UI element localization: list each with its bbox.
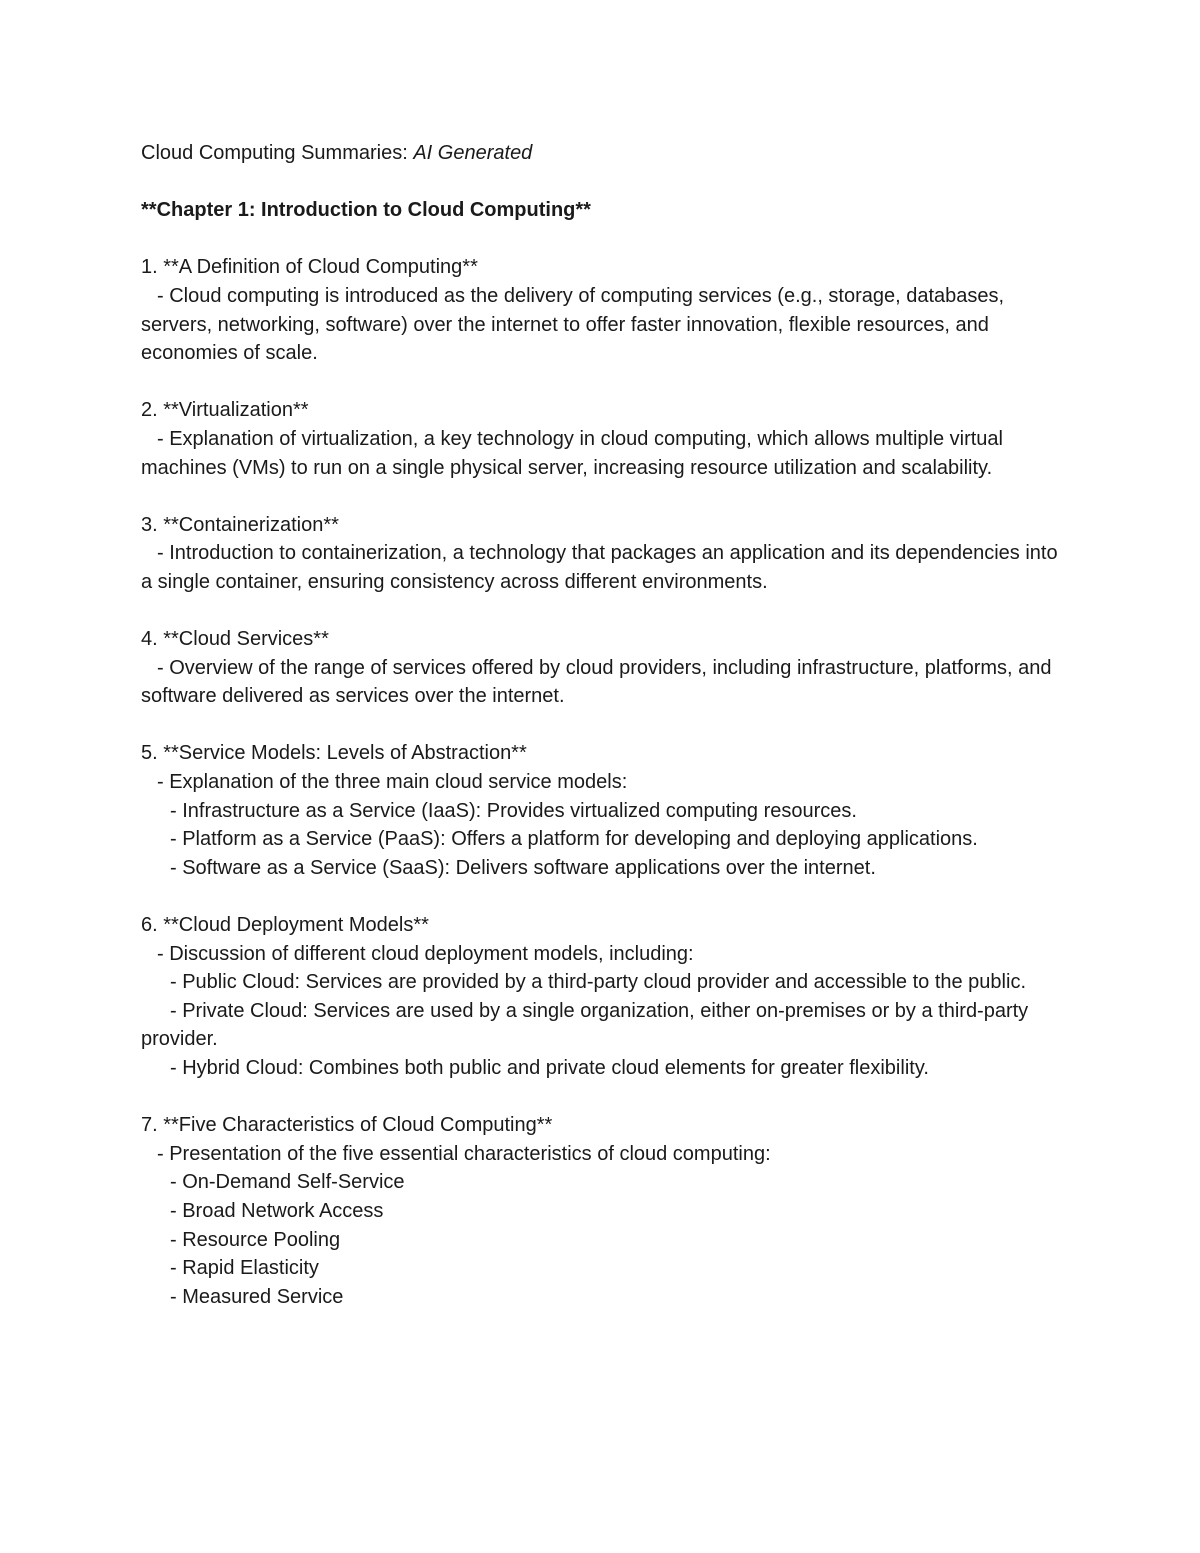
list-item: - Platform as a Service (PaaS): Offers a platform for developing and deploying applications. bbox=[170, 828, 978, 851]
section-intro: - Explanation of the three main cloud service models: bbox=[157, 771, 628, 794]
section-heading: 7. **Five Characteristics of Cloud Computing** bbox=[141, 1114, 553, 1137]
section-body: - Explanation of virtualization, a key technology in cloud computing, which allows multiple virtual machines (VMs) to run on a single physical server, increasing resource utilization and scalability. bbox=[141, 427, 1003, 479]
section-body: - Cloud computing is introduced as the delivery of computing services (e.g., storage, databases, servers, networking, software) over the internet to offer faster innovation, flexible resources, and economies of scale. bbox=[141, 284, 1005, 365]
section-heading: 4. **Cloud Services** bbox=[141, 628, 329, 651]
section-heading: 3. **Containerization** bbox=[141, 513, 339, 536]
list-item: - Infrastructure as a Service (IaaS): Provides virtualized computing resources. bbox=[170, 799, 857, 822]
chapter-heading: **Chapter 1: Introduction to Cloud Computing** bbox=[141, 199, 591, 222]
title-prefix: Cloud Computing Summaries: bbox=[141, 142, 414, 164]
list-item: - On-Demand Self-Service bbox=[170, 1171, 405, 1194]
section-heading: 2. **Virtualization** bbox=[141, 399, 309, 422]
document-body bbox=[141, 139, 1061, 1311]
section-body: - Introduction to containerization, a technology that packages an application and its dependencies into a single container, ensuring consistency across different environments. bbox=[141, 542, 1058, 593]
list-item: - Rapid Elasticity bbox=[170, 1257, 319, 1280]
list-item: - Software as a Service (SaaS): Delivers software applications over the internet. bbox=[170, 856, 876, 879]
list-item: - Measured Service bbox=[170, 1285, 344, 1308]
list-item: - Broad Network Access bbox=[170, 1199, 384, 1222]
section-body: - Overview of the range of services offered by cloud providers, including infrastructure, platforms, and software delivered as services over the internet. bbox=[141, 656, 1052, 708]
list-item: - Public Cloud: Services are provided by a third-party cloud provider and accessible to the public. bbox=[170, 971, 1026, 994]
list-item: - Hybrid Cloud: Combines both public and private cloud elements for greater flexibility. bbox=[170, 1057, 929, 1079]
list-item: - Resource Pooling bbox=[170, 1228, 341, 1251]
section-heading: 5. **Service Models: Levels of Abstraction** bbox=[141, 742, 527, 765]
section-heading: 6. **Cloud Deployment Models** bbox=[141, 914, 429, 937]
section-intro: - Discussion of different cloud deployment models, including: bbox=[157, 942, 694, 965]
section-heading: 1. **A Definition of Cloud Computing** bbox=[141, 256, 478, 279]
document-title bbox=[141, 139, 1061, 168]
section-intro: - Presentation of the five essential characteristics of cloud computing: bbox=[157, 1142, 771, 1165]
title-emphasis: AI Generated bbox=[413, 142, 533, 164]
list-item: - Private Cloud: Services are used by a single organization, either on-premises or by a third-party provider. bbox=[141, 999, 1029, 1051]
